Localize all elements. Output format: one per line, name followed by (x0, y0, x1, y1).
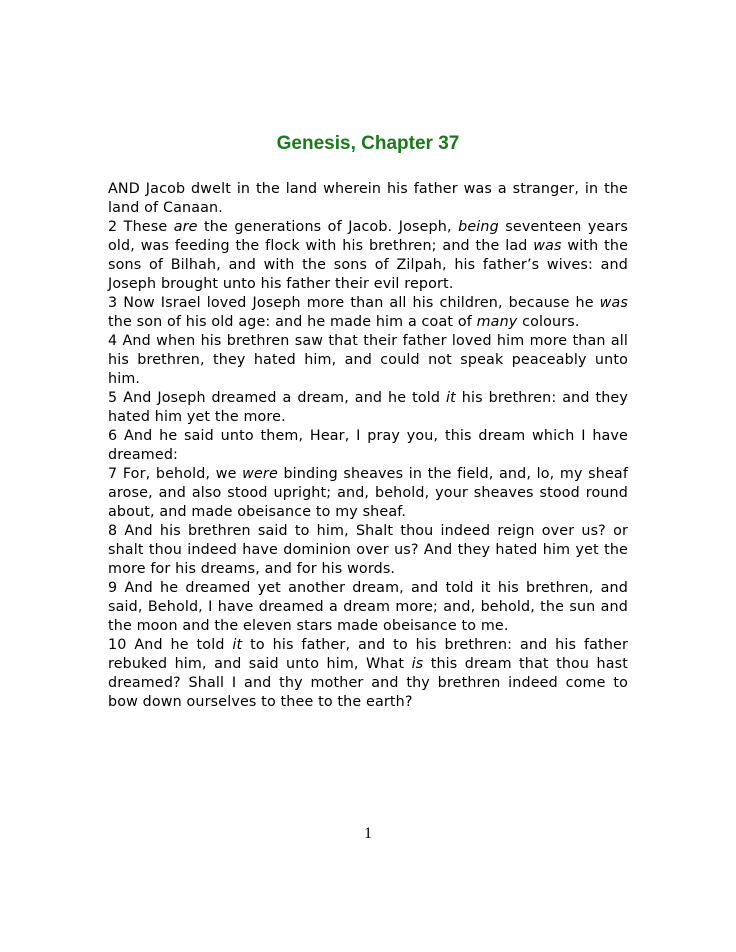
verse (108, 636, 628, 712)
verse-italic-text: was (599, 295, 628, 311)
chapter-body (108, 180, 628, 712)
verse-italic-text: it (446, 390, 456, 406)
verse (108, 332, 628, 389)
chapter-title: Genesis, Chapter 37 (276, 133, 460, 154)
page-number: 1 (364, 825, 372, 842)
verse-text: the son of his old age: and he made him a coat of (108, 314, 477, 330)
verse (108, 389, 628, 427)
verse (108, 579, 628, 636)
verse-text: 9 And he dreamed yet another dream, and told it his brethren, and said, Behold, I have dreamed a dream more; and, behold, the sun and the moon and the eleven stars made obeisance to me. (108, 580, 628, 634)
verse-italic-text: it (232, 637, 243, 653)
verse (108, 218, 628, 294)
verse-italic-text: were (242, 466, 278, 482)
verse-text: binding sheaves in the field, and, lo, my sheaf arose, and also stood upright; and, behold, your sheaves stood round about, and made obeisance to my sheaf. (108, 466, 629, 520)
verse-text: his brethren: and they hated him yet the more. (108, 390, 628, 425)
verse (108, 180, 628, 218)
verse-text: 6 And he said unto them, Hear, I pray you, this dream which I have dreamed: (108, 428, 628, 463)
verse-text: 4 And when his brethren saw that their father loved him more than all his brethren, they hated him, and could not speak peaceably unto him. (108, 333, 628, 387)
verse (108, 294, 628, 332)
verse (108, 465, 628, 522)
verse (108, 522, 628, 579)
verse-text: 5 And Joseph dreamed a dream, and he told (108, 390, 446, 406)
verse-italic-text: many (476, 314, 518, 330)
verse-text: AND Jacob dwelt in the land wherein his father was a stranger, in the land of Canaan. (108, 181, 628, 216)
verse-text: to his father, and to his brethren: and his father rebuked him, and said unto him, What (108, 637, 628, 672)
verse-text: colours. (517, 314, 580, 330)
verse-text: with the sons of Bilhah, and with the sons of Zilpah, his father’s wives: and Joseph brought unto his father their evil report. (108, 238, 629, 292)
verse-italic-text: being (458, 219, 499, 235)
verse-text: 10 And he told (108, 637, 233, 653)
verse (108, 427, 628, 465)
verse-italic-text: was (533, 238, 562, 254)
verse-text: 8 And his brethren said to him, Shalt thou indeed reign over us? or shalt thou indeed have dominion over us? And they hated him yet the more for his dreams, and for his words. (108, 523, 628, 577)
verse-text: seventeen years old, was feeding the flock with his brethren; and the lad (108, 219, 628, 254)
verse-italic-text: are (173, 219, 198, 235)
verse-text: the generations of Jacob. Joseph, (197, 219, 459, 235)
verse-text: 3 Now Israel loved Joseph more than all his children, because he (108, 295, 600, 311)
verse-italic-text: is (411, 656, 424, 672)
verse-text: 2 These (108, 219, 174, 235)
verse-text: this dream that thou hast dreamed? Shall I and thy mother and thy brethren indeed come to bow down ourselves to thee to the earth? (108, 656, 629, 710)
verse-text: 7 For, behold, we (108, 466, 243, 482)
